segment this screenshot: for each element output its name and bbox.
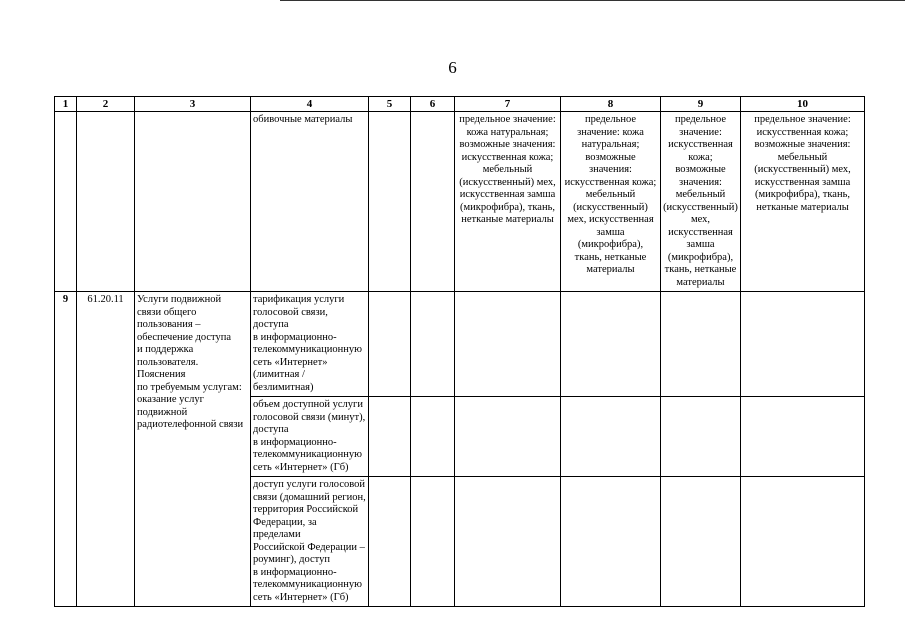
table-row-continued <box>55 112 865 292</box>
header-cell: 9 <box>661 97 741 112</box>
table-cell <box>741 292 865 397</box>
table-cell <box>369 292 411 397</box>
value-cell-col7: предельное значение: кожа натуральная; возможные значения: искусственная кожа; мебельный (искусственный) мех, искусственная замша (микрофибра), ткань, нетканые материалы <box>455 112 561 292</box>
header-cell: 3 <box>135 97 251 112</box>
table-cell <box>55 112 77 292</box>
table-cell <box>411 477 455 607</box>
table-cell <box>455 292 561 397</box>
table-cell <box>741 477 865 607</box>
header-cell: 7 <box>455 97 561 112</box>
table-cell <box>411 112 455 292</box>
table-cell <box>135 112 251 292</box>
characteristic-cell: тарификация услуги голосовой связи, доступа в информационно- телекоммуникационную сеть «Интернет» (лимитная / безлимитная) <box>251 292 369 397</box>
header-row <box>55 97 865 112</box>
table-cell <box>77 112 135 292</box>
row-number: 9 <box>55 292 77 607</box>
header-cell: 5 <box>369 97 411 112</box>
page-number: 6 <box>448 58 457 77</box>
header-cell: 2 <box>77 97 135 112</box>
table-cell <box>561 397 661 477</box>
table-cell <box>411 397 455 477</box>
table-cell <box>661 292 741 397</box>
table-cell <box>741 397 865 477</box>
header-cell: 4 <box>251 97 369 112</box>
characteristic-cell: доступ услуги голосовой связи (домашний регион, территория Российской Федерации, за пределами Российской Федерации – роуминг), доступ в информационно- телекоммуникационную сеть «Интернет» (Гб) <box>251 477 369 607</box>
table-cell <box>369 112 411 292</box>
header-cell: 8 <box>561 97 661 112</box>
table-cell <box>369 397 411 477</box>
header-cell: 10 <box>741 97 865 112</box>
value-cell-col9: предельное значение: искусственная кожа; возможные значения: мебельный (искусственный) мех, искусственная замша (микрофибра), ткань, нетканые материалы <box>661 112 741 292</box>
table-cell <box>369 477 411 607</box>
value-cell-col8: предельное значение: кожа натуральная; возможные значения: искусственная кожа; мебельный (искусственный) мех, искусственная замша (микрофибра), ткань, нетканые материалы <box>561 112 661 292</box>
okpd-code: 61.20.11 <box>77 292 135 607</box>
table-cell <box>561 477 661 607</box>
item-name-text: Услуги подвижной связи общего пользования – обеспечение доступа и поддержка пользователя. <box>137 294 232 368</box>
table-cell <box>661 397 741 477</box>
table-cell <box>455 397 561 477</box>
table-row-9-a <box>55 292 865 397</box>
requirements-table <box>54 96 865 607</box>
table-cell <box>661 477 741 607</box>
header-cell: 1 <box>55 97 77 112</box>
table-cell <box>411 292 455 397</box>
item-name <box>135 292 251 607</box>
characteristic-cell: объем доступной услуги голосовой связи (минут), доступа в информационно- телекоммуникационную сеть «Интернет» (Гб) <box>251 397 369 477</box>
table-cell <box>561 292 661 397</box>
characteristic-cell: обивочные материалы <box>251 112 369 292</box>
table-cell <box>455 477 561 607</box>
header-cell: 6 <box>411 97 455 112</box>
value-cell-col10: предельное значение: искусственная кожа; возможные значения: мебельный (искусственный) мех, искусственная замша (микрофибра), ткань, нетканые материалы <box>741 112 865 292</box>
item-explanation: Пояснения по требуемым услугам: оказание услуг подвижной радиотелефонной связи <box>137 369 244 430</box>
top-rule <box>280 0 905 1</box>
